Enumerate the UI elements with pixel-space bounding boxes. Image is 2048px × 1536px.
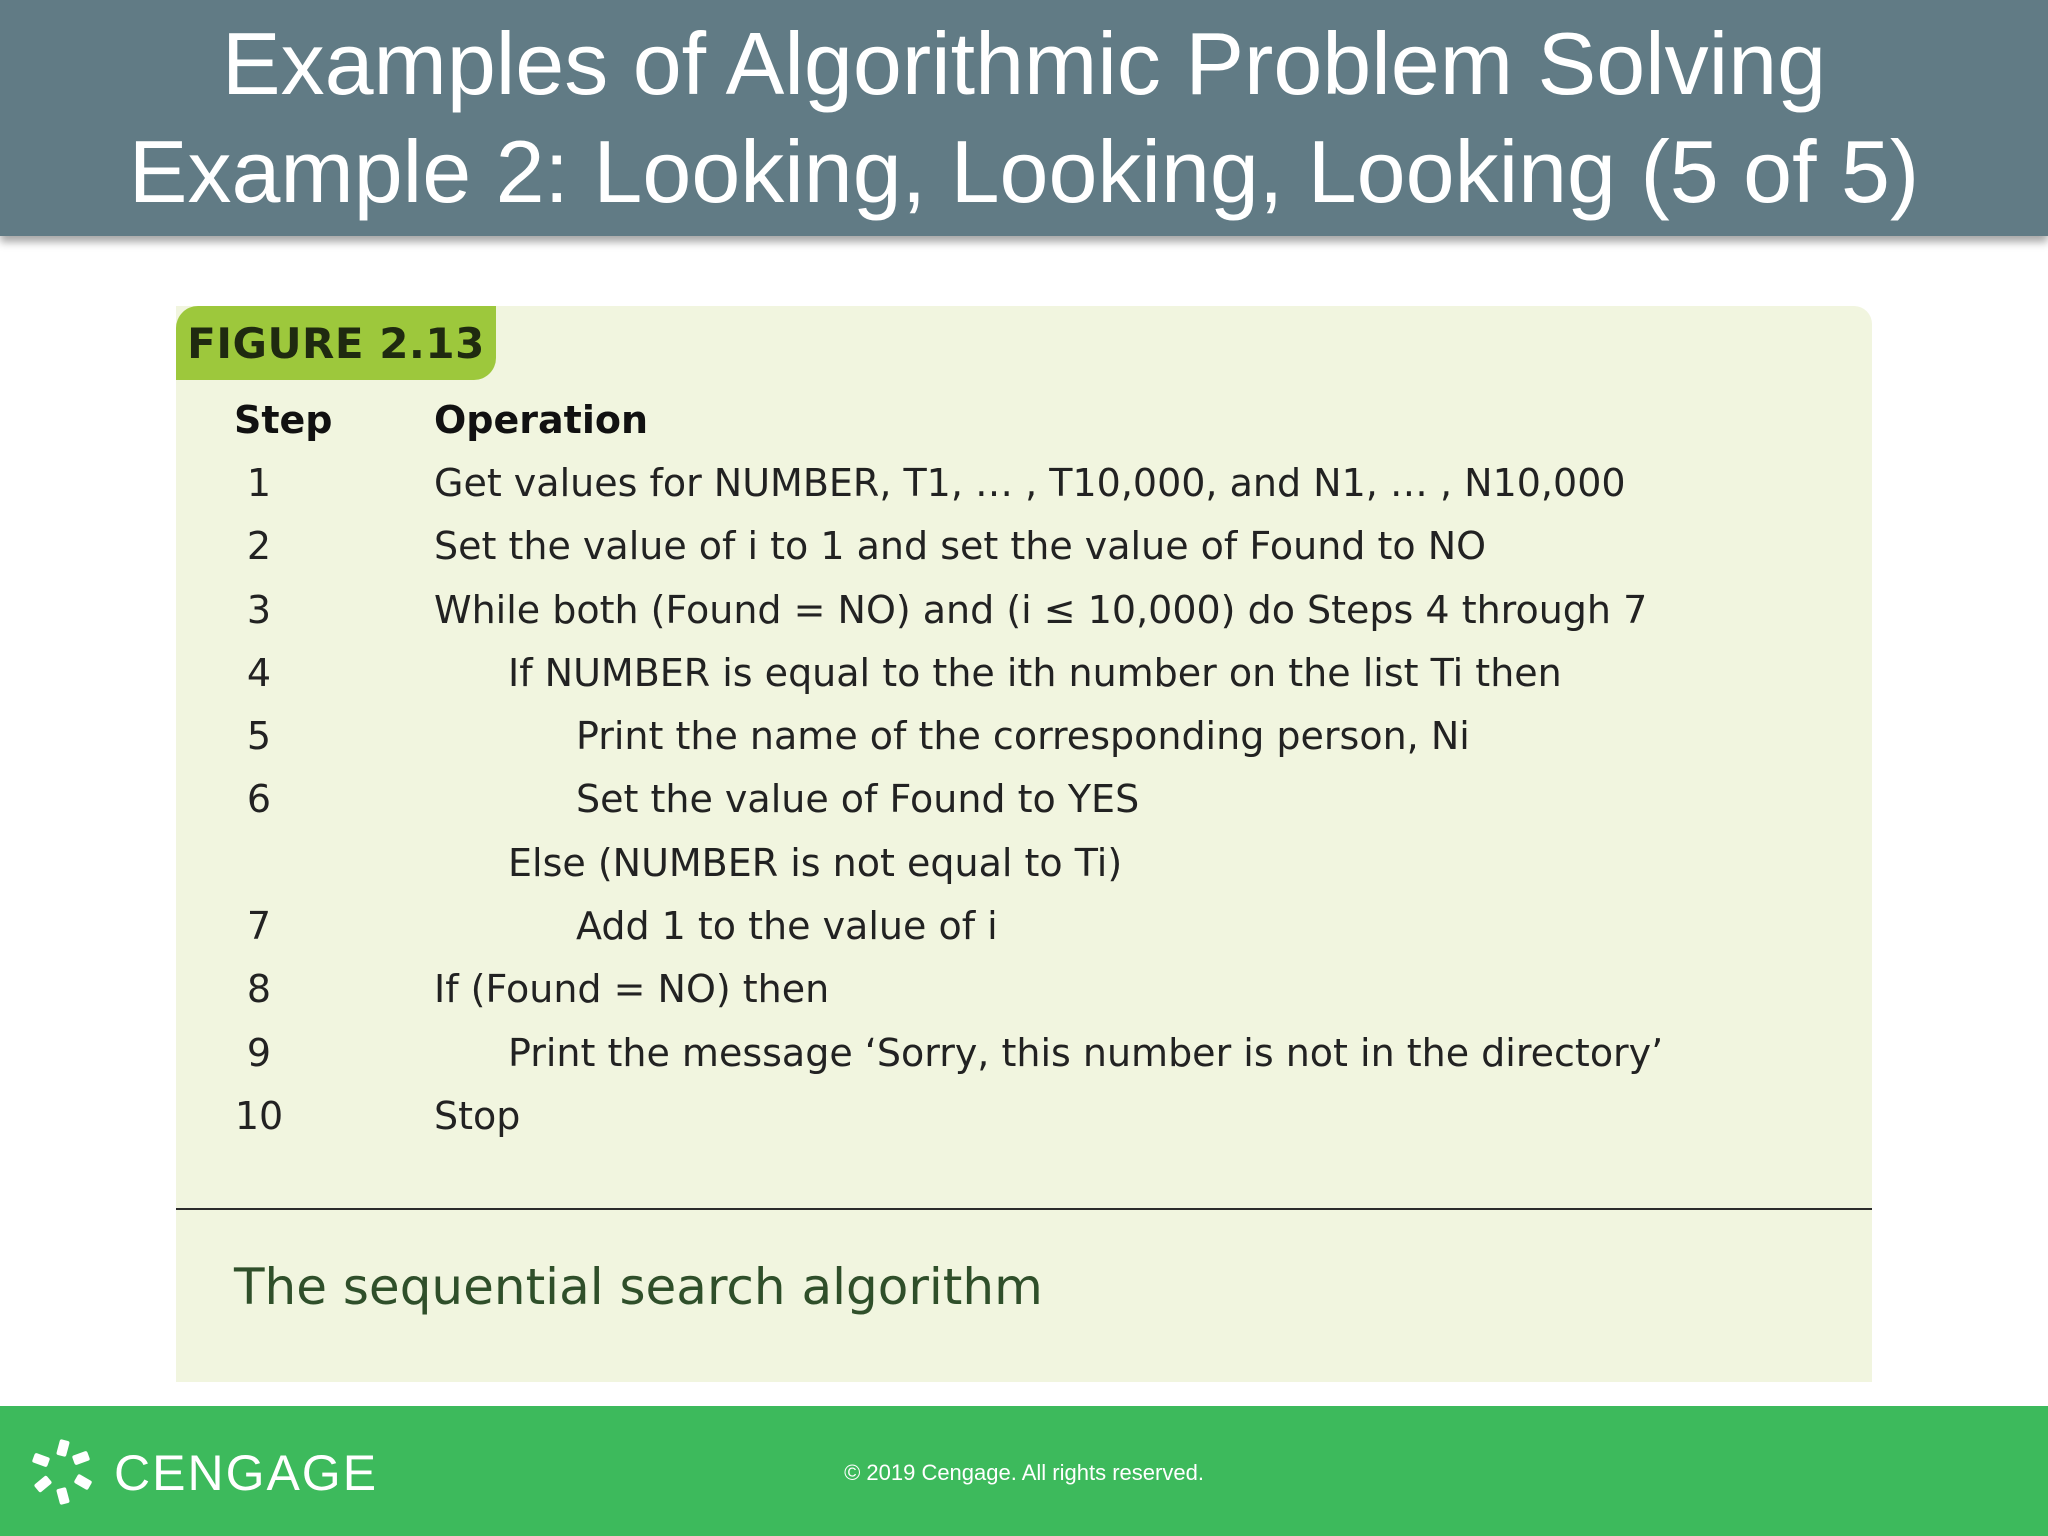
step-number: 10 — [234, 1093, 284, 1138]
caption-divider — [176, 1208, 1872, 1210]
copyright-notice: © 2019 Cengage. All rights reserved. — [844, 1460, 1204, 1485]
figure-label: FIGURE 2.13 — [187, 318, 485, 368]
step-number: 5 — [246, 714, 272, 759]
step-row — [176, 642, 1872, 705]
step-row — [176, 515, 1872, 578]
step-operation: If NUMBER is equal to the ith number on the list Ti then — [508, 650, 1562, 695]
slide-title-line-1: Examples of Algorithmic Problem Solving — [221, 14, 1827, 113]
step-number: 8 — [246, 967, 272, 1012]
step-number: 6 — [246, 777, 272, 822]
step-number: 7 — [246, 904, 272, 949]
slide-title-line-2: Example 2: Looking, Looking, Looking (5 of 5) — [128, 122, 1920, 221]
footer-bar — [0, 1406, 2048, 1536]
step-operation: Set the value of Found to YES — [576, 777, 1140, 822]
step-row — [176, 1085, 1872, 1148]
algorithm-steps — [176, 452, 1872, 1148]
step-row — [176, 1022, 1872, 1085]
step-number: 3 — [246, 587, 272, 632]
slide-title-bar — [0, 0, 2048, 236]
cengage-logo-text: CENGAGE — [114, 1445, 379, 1501]
step-operation: Else (NUMBER is not equal to Ti) — [508, 840, 1123, 885]
step-column-header: Step — [234, 398, 333, 442]
step-row — [176, 895, 1872, 958]
step-row — [176, 768, 1872, 831]
step-operation: Set the value of i to 1 and set the value of Found to NO — [434, 524, 1487, 569]
step-operation: Add 1 to the value of i — [576, 904, 998, 949]
step-row — [176, 832, 1872, 895]
step-number: 2 — [246, 524, 272, 569]
figure-label-tab — [176, 306, 496, 380]
step-number: 4 — [246, 650, 272, 695]
step-operation: Print the message ‘Sorry, this number is not in the directory’ — [508, 1030, 1664, 1075]
step-operation: While both (Found = NO) and (i ≤ 10,000) do Steps 4 through 7 — [434, 587, 1648, 632]
figure-caption: The sequential search algorithm — [234, 1258, 1043, 1316]
step-operation: Print the name of the corresponding person, Ni — [576, 714, 1470, 759]
step-row — [176, 958, 1872, 1021]
figure-panel — [176, 306, 1872, 1382]
operation-column-header: Operation — [434, 398, 649, 442]
step-row — [176, 705, 1872, 768]
step-number: 9 — [246, 1030, 272, 1075]
step-row — [176, 452, 1872, 515]
step-row — [176, 579, 1872, 642]
step-operation: Get values for NUMBER, T1, … , T10,000, and N1, … , N10,000 — [434, 461, 1626, 505]
step-number: 1 — [246, 461, 272, 505]
step-operation: If (Found = NO) then — [434, 967, 830, 1012]
step-operation: Stop — [434, 1093, 521, 1138]
